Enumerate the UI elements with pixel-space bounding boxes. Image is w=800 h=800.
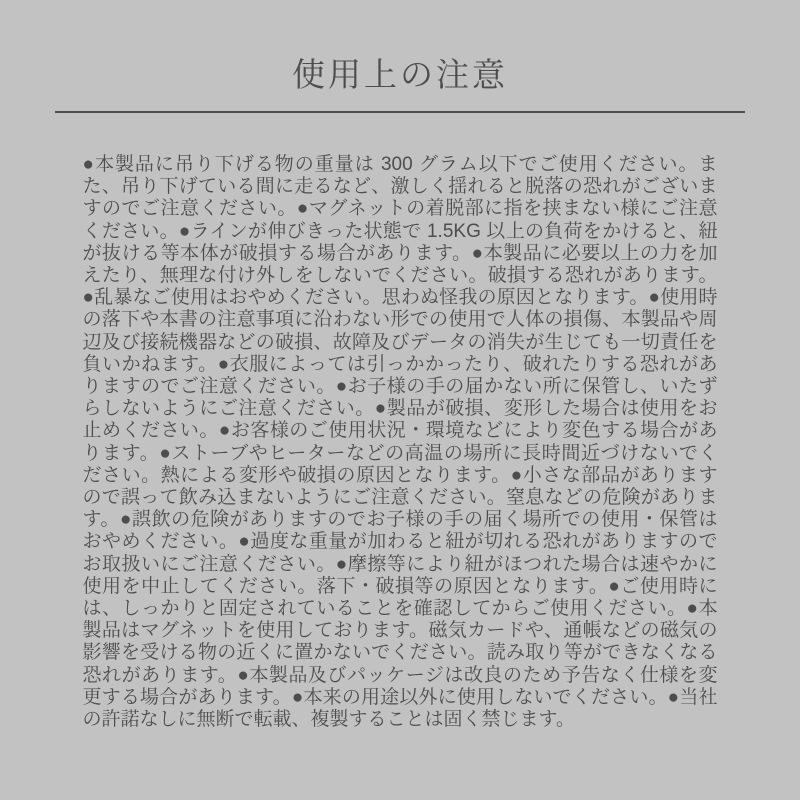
- notice-text: ●本製品に吊り下げる物の重量は 300 グラム以下でご使用ください。また、吊り下げている間に走るなど、激しく揺れると脱落の恐れがございますのでご注意ください。●マグネットの着脱部に指を挟まない様にご注意ください。●ラインが伸びきった状態で 1.5KG 以上の負荷をかけると、紐が抜ける等本体が破損する場合があります。●本製品に必要以上の力を加えたり、無理な付け外しをしないでください。破損する恐れがあります。●乱暴なご使用はおやめください。思わぬ怪我の原因となります。●使用時の落下や本書の注意事項に沿わない形での使用で人体の損傷、本製品や周辺及び接続機器などの破損、故障及びデータの消失が生じても一切責任を負いかねます。●衣服によっては引っかかったり、破れたりする恐れがありますのでご注意ください。●お子様の手の届かない所に保管し、いたずらしないようにご注意ください。●製品が破損、変形した場合は使用をお止めください。●お客様のご使用状況・環境などにより変色する場合があります。●ストーブやヒーターなどの高温の場所に長時間近づけないでください。熱による変形や破損の原因となります。●小さな部品がありますので誤って飲み込まないようにご注意ください。窒息などの危険があります。●誤飲の危険がありますのでお子様の手の届く場所での使用・保管はおやめください。●過度な重量が加わると紐が切れる恐れがありますのでお取扱いにご注意ください。●摩擦等により紐がほつれた場合は速やかに使用を中止してください。落下・破損等の原因となります。●ご使用時には、しっかりと固定されていることを確認してからご使用ください。●本製品はマグネットを使用しております。磁気カードや、通帳などの磁気の影響を受ける物の近くに置かないでください。読み取り等ができなくなる恐れがあります。●本製品及びパッケージは改良のため予告なく仕様を変更する場合があります。●本来の用途以外に使用しないでください。●当社の許諾なしに無断で転載、複製することは固く禁じます。: [82, 154, 718, 731]
- title-divider: [55, 111, 745, 113]
- page-title: 使用上の注意: [292, 56, 508, 93]
